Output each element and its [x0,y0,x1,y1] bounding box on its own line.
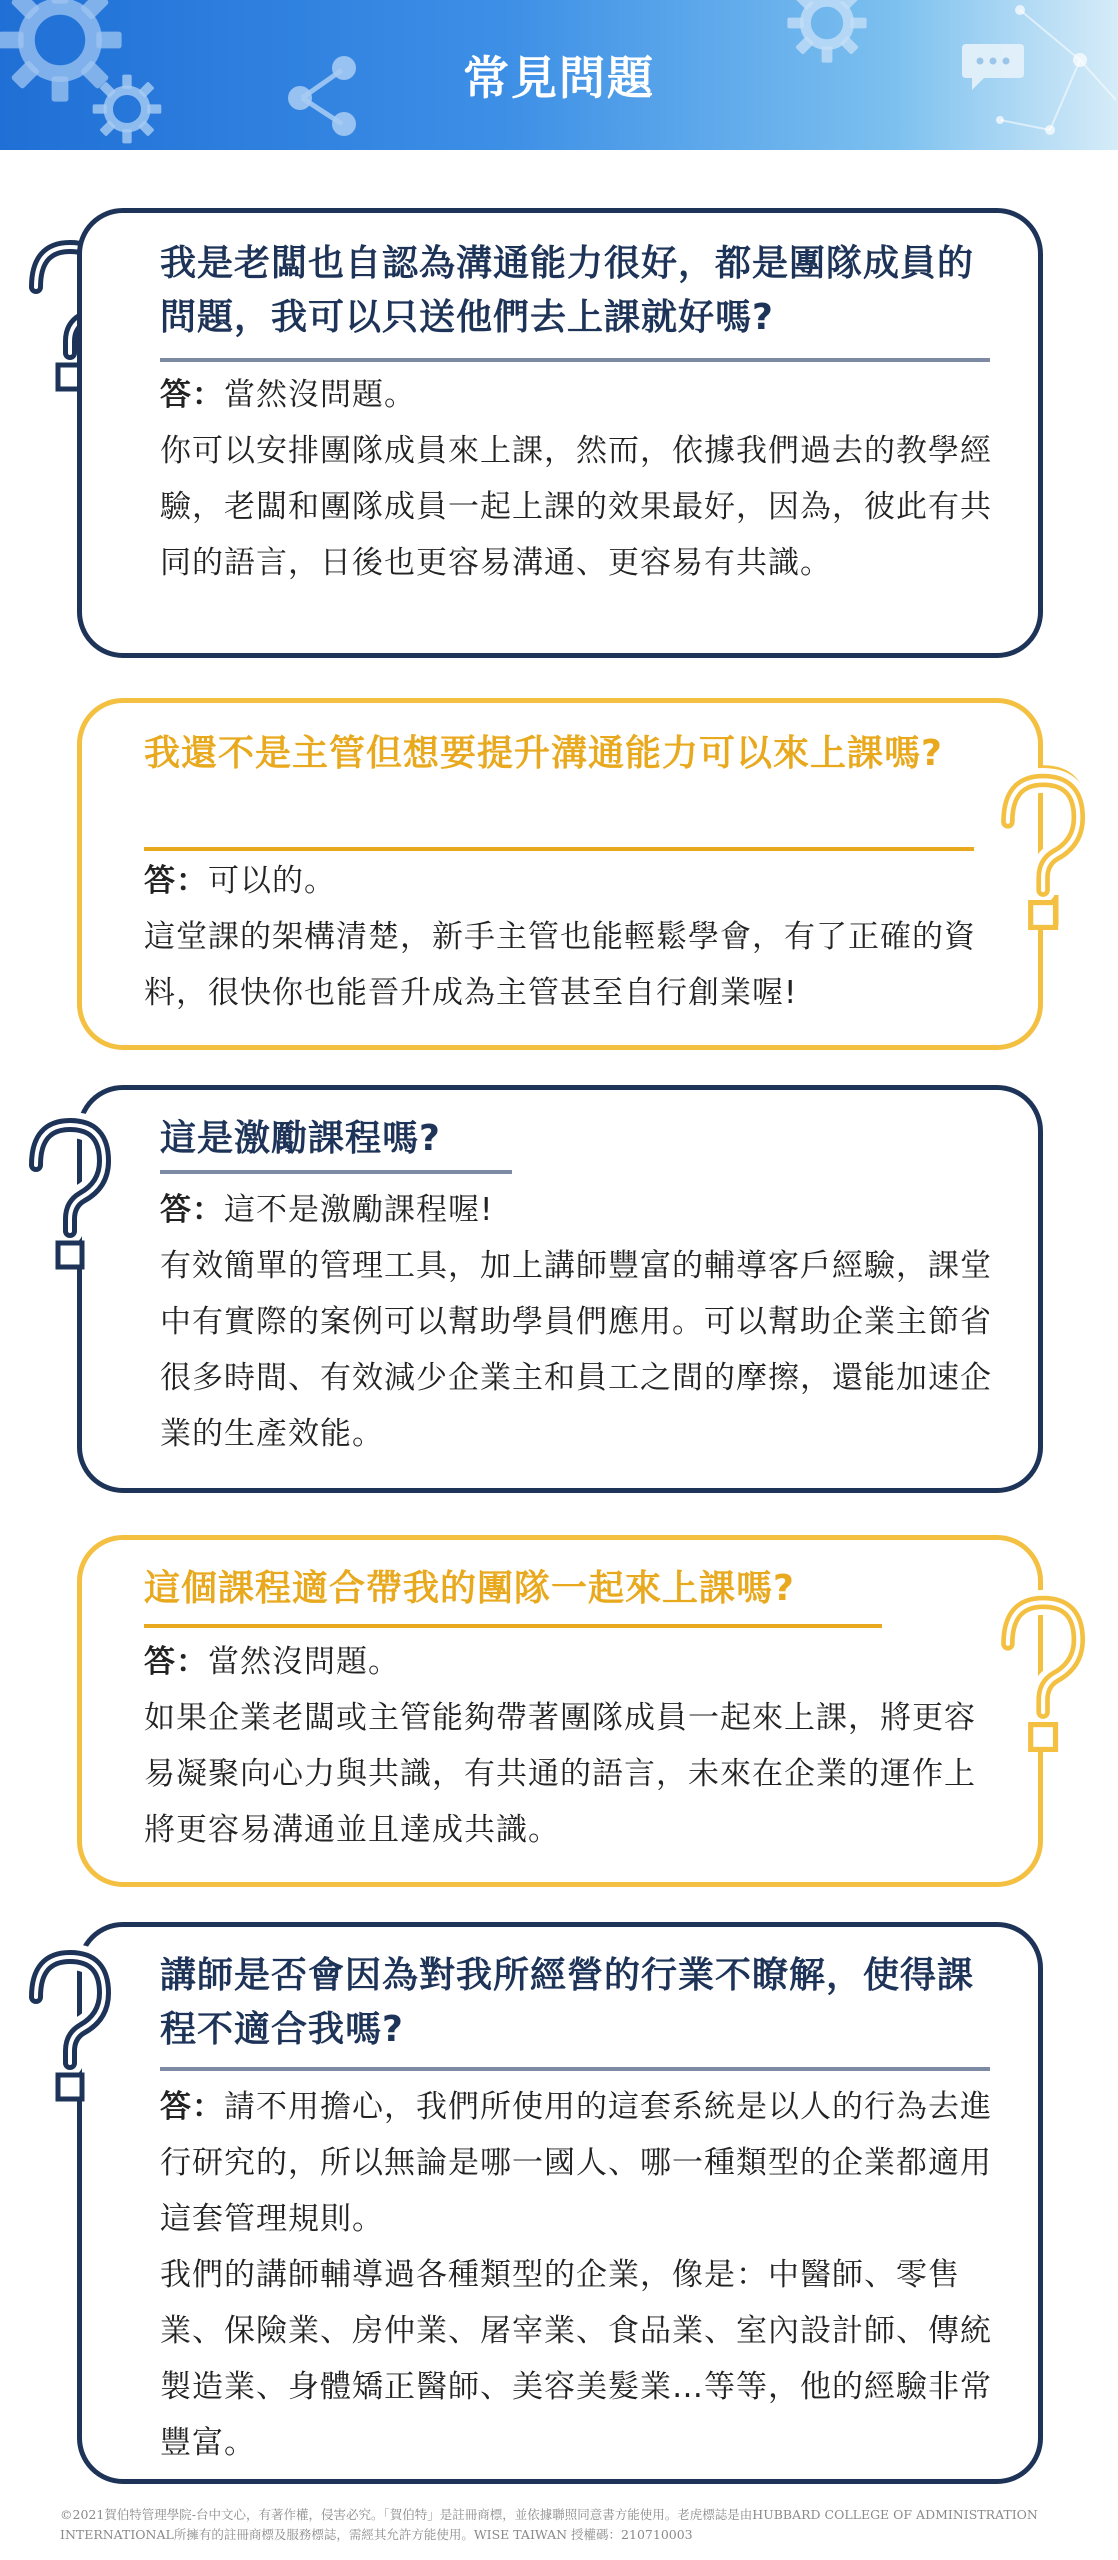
answer-body: 我們的講師輔導過各種類型的企業，像是：中醫師、零售業、保險業、房仲業、屠宰業、食品業、室內設計師、傳統製造業、身體矯正醫師、美容美髮業…等等，他的經驗非常豐富。 [160,2257,992,2461]
faq-card-3 [77,1085,1043,1493]
faq-card-4 [77,1535,1043,1887]
question-divider [160,2067,990,2071]
answer-body: 有效簡單的管理工具，加上講師豐富的輔導客戶經驗，課堂中有實際的案例可以幫助學員們應用。可以幫助企業主節省很多時間、有效減少企業主和員工之間的摩擦，還能加速企業的生產效能。 [160,1248,992,1452]
answer-lead: 這不是激勵課程喔! [224,1192,494,1228]
faq-question-2: 我還不是主管但想要提升溝通能力可以來上課嗎? [144,733,943,774]
page-header [0,0,1118,150]
answer-label: 答： [160,1192,224,1228]
question-mark-icon [22,1945,112,2115]
faq-answer-2 [144,853,994,1021]
answer-body: 這堂課的架構清楚，新手主管也能輕鬆學會，有了正確的資料，很快你也能晉升成為主管甚至自行創業喔! [144,919,976,1011]
faq-question-4: 這個課程適合帶我的團隊一起來上課嗎? [144,1568,795,1609]
answer-lead: 當然沒問題。 [208,1644,400,1680]
answer-lead: 當然沒問題。 [224,377,416,413]
question-divider [144,847,974,851]
footer-line: ©2021賀伯特管理學院-台中文心，有著作權，侵害必究。「賀伯特」是註冊商標，並依據聯照同意書方能使用。老虎標誌是由HUBBARD COLLEGE OF ADMINISTRATION [60,2507,1038,2522]
answer-lead: 可以的。 [208,863,336,899]
answer-label: 答： [144,863,208,899]
faq-answer-1 [160,367,1000,591]
answer-label: 答： [160,2089,224,2125]
faq-answer-3 [160,1182,1000,1462]
faq-answer-4 [144,1634,984,1858]
faq-answer-5 [160,2079,1000,2471]
question-divider [144,1624,882,1628]
answer-body: 你可以安排團隊成員來上課，然而，依據我們過去的教學經驗，老闆和團隊成員一起上課的效果最好，因為，彼此有共同的語言，日後也更容易溝通、更容易有共識。 [160,433,992,581]
faq-question-3: 這是激勵課程嗎? [160,1118,441,1159]
question-mark-icon [982,768,1098,944]
answer-label: 答： [160,377,224,413]
question-divider [160,358,990,362]
faq-card-1 [77,208,1043,658]
page-title: 常見問題 [463,51,655,105]
faq-question-5: 講師是否會因為對我所經營的行業不瞭解，使得課程不適合我嗎? [160,1955,975,2050]
question-divider [160,1170,512,1174]
footer-line: INTERNATIONAL所擁有的註冊商標及服務標誌，需經其允許方能使用。WISE TAIWAN 授權碼：210710003 [60,2527,693,2542]
copyright-footer [60,2505,1070,2545]
question-mark-icon [22,1113,112,1283]
question-mark-icon [982,1590,1098,1766]
faq-question-1: 我是老闆也自認為溝通能力很好，都是團隊成員的問題，我可以只送他們去上課就好嗎? [160,243,975,338]
faq-card-2 [77,698,1043,1050]
answer-lead: 請不用擔心，我們所使用的這套系統是以人的行為去進行研究的，所以無論是哪一國人、哪一種類型的企業都適用這套管理規則。 [160,2089,992,2237]
answer-body: 如果企業老闆或主管能夠帶著團隊成員一起來上課，將更容易凝聚向心力與共識，有共通的語言，未來在企業的運作上將更容易溝通並且達成共識。 [144,1700,976,1848]
answer-label: 答： [144,1644,208,1680]
faq-card-5 [77,1922,1043,2484]
